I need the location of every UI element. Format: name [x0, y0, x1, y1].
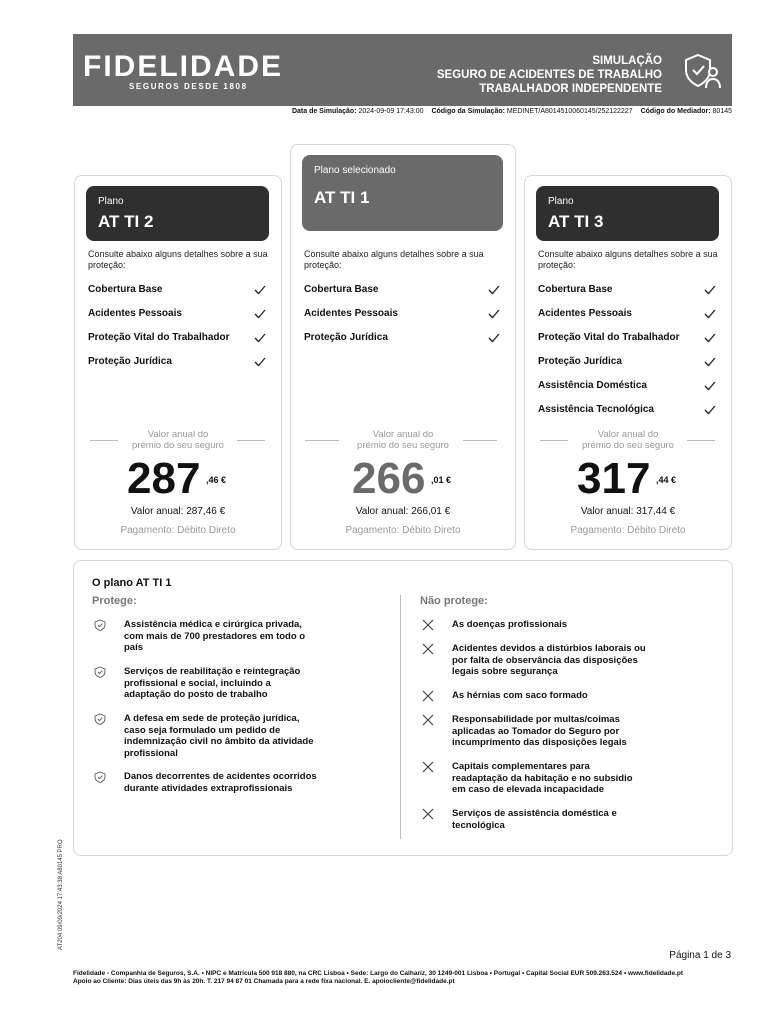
shield-person-icon [682, 52, 722, 90]
price-integer: 317 [577, 454, 651, 503]
check-icon [704, 404, 716, 416]
item-line: profissional [124, 747, 178, 759]
price-cents: ,01 € [431, 475, 452, 485]
header-banner [73, 34, 732, 106]
plan-card-at-ti-3 [524, 175, 732, 550]
mediator-value: 80145 [712, 108, 732, 115]
not-protects-item [452, 619, 567, 631]
not-protects-item [452, 690, 588, 702]
x-icon [422, 690, 434, 702]
item-line: adaptação do posto de trabalho [124, 689, 268, 700]
item-line: Assistência médica e cirúrgica privada, [124, 619, 302, 630]
item-line: tecnológica [452, 819, 505, 831]
plan-label: Plano selecionado [314, 165, 396, 176]
mediator-label: Código do Mediador: [640, 108, 711, 115]
document-title [437, 54, 662, 96]
item-line: incumprimento das disposições legais [452, 737, 627, 748]
price-cents: ,46 € [206, 475, 227, 485]
plan-header [86, 186, 269, 241]
title-line-3: TRABALHADOR INDEPENDENTE [479, 83, 662, 95]
column-divider [400, 595, 401, 839]
not-protects-item [452, 808, 617, 831]
item-line: país [124, 642, 144, 653]
footer [73, 970, 683, 986]
check-icon [488, 332, 500, 344]
price-integer: 266 [352, 454, 426, 503]
item-line: Acidentes devidos a distúrbios laborais ou [452, 643, 646, 654]
plan-label: Plano [548, 196, 574, 207]
annual-value: Valor anual: 266,01 € [355, 506, 451, 517]
plan-header [302, 155, 503, 231]
item-line: Serviços de reabilitação e reintegração [124, 666, 301, 677]
plan-description: Consulte abaixo alguns detalhes sobre a sua proteção: [304, 249, 484, 270]
plan-name: AT TI 2 [98, 212, 154, 231]
protects-item [124, 619, 305, 654]
x-icon [422, 714, 434, 726]
feature-item: Proteção Jurídica [538, 356, 622, 367]
feature-item: Cobertura Base [538, 284, 613, 295]
value-label [573, 429, 683, 451]
value-label-line: Valor anual do [147, 429, 209, 440]
code-value: MEDINET/A8014510060145/252122227 [506, 108, 633, 115]
feature-item: Proteção Jurídica [88, 356, 172, 367]
feature-item: Proteção Vital do Trabalhador [88, 332, 230, 343]
feature-item: Acidentes Pessoais [304, 308, 398, 319]
check-icon [704, 284, 716, 296]
item-line: A defesa em sede de proteção jurídica, [124, 713, 300, 724]
item-line: Capitais complementares para [452, 761, 590, 772]
feature-item: Assistência Doméstica [538, 380, 647, 391]
divider-line [90, 440, 118, 441]
check-icon [704, 332, 716, 344]
feature-item: Acidentes Pessoais [538, 308, 632, 319]
x-icon [422, 643, 434, 655]
check-icon [488, 308, 500, 320]
item-line: caso seja formulado um pedido de [124, 724, 281, 736]
item-line: Danos decorrentes de acidentes ocorridos [124, 771, 317, 782]
plan-description: Consulte abaixo alguns detalhes sobre a sua proteção: [538, 249, 718, 270]
simulation-meta [73, 108, 732, 115]
shield-check-icon [94, 713, 106, 725]
fidelidade-logo: FIDELIDADE [83, 50, 283, 83]
plan-name: AT TI 3 [548, 212, 604, 231]
item-line: aplicadas ao Tomador do Seguro por [452, 725, 620, 737]
feature-item: Acidentes Pessoais [88, 308, 182, 319]
shield-check-icon [94, 619, 106, 631]
value-label [346, 429, 460, 451]
divider-line [237, 440, 265, 441]
plan-description: Consulte abaixo alguns detalhes sobre a sua proteção: [88, 249, 268, 270]
title-line-1: SIMULAÇÃO [592, 55, 662, 67]
divider-line [687, 440, 715, 441]
date-value: 2024-09-09 17:43:00 [358, 108, 424, 115]
protects-item [124, 713, 314, 759]
price-integer: 287 [127, 454, 201, 503]
item-line: profissional e social, incluindo a [124, 677, 271, 689]
value-label-line: Valor anual do [372, 429, 434, 440]
feature-item: Cobertura Base [304, 284, 379, 295]
not-protects-item [452, 714, 627, 749]
item-line: por falta de observância das disposições [452, 654, 638, 666]
item-line: Serviços de assistência doméstica e [452, 808, 617, 819]
plan-card-at-ti-1-selected [290, 144, 516, 550]
footer-company-info: Fidelidade - Companhia de Seguros, S.A. • NIPC e Matrícula 500 918 880, na CRC Lisboa • Sede: Largo do Calhariz, 30 1249-001 Lisboa • Portugal • Capital Social EUR 509.263.524 • www.fidelidade.pt [73, 970, 684, 977]
check-icon [704, 380, 716, 392]
check-icon [254, 356, 266, 368]
annual-value: Valor anual: 287,46 € [130, 506, 226, 517]
protects-item [124, 771, 317, 794]
summary-title: O plano AT TI 1 [92, 577, 172, 589]
check-icon [254, 332, 266, 344]
value-label-line: prémio do seu seguro [582, 440, 674, 451]
payment-method: Pagamento: Débito Direto [120, 525, 236, 536]
shield-check-icon [94, 771, 106, 783]
protects-heading: Protege: [92, 595, 137, 607]
title-line-2: SEGURO DE ACIDENTES DE TRABALHO [436, 69, 662, 81]
feature-item: Proteção Vital do Trabalhador [538, 332, 680, 343]
page-number: Página 1 de 3 [669, 950, 731, 961]
plan-name: AT TI 1 [314, 188, 370, 207]
item-line: readaptação da habitação e no subsídio [452, 772, 633, 784]
payment-method: Pagamento: Débito Direto [345, 525, 461, 536]
item-line: As doenças profissionais [452, 619, 568, 630]
item-line: legais sobre segurança [452, 666, 558, 677]
not-protects-item [452, 643, 646, 678]
item-line: Responsabilidade por multas/coimas [452, 714, 620, 725]
x-icon [422, 619, 434, 631]
shield-check-icon [94, 666, 106, 678]
check-icon [254, 284, 266, 296]
item-line: As hérnias com saco formado [452, 690, 588, 701]
price-cents: ,44 € [656, 475, 677, 485]
divider-line [463, 440, 497, 441]
item-line: com mais de 700 prestadores em todo o [124, 630, 306, 642]
date-label: Data de Simulação: [291, 108, 357, 115]
payment-method: Pagamento: Débito Direto [570, 525, 686, 536]
value-label [123, 429, 233, 451]
code-label: Código da Simulação: [431, 108, 505, 115]
x-icon [422, 761, 434, 773]
annual-value: Valor anual: 317,44 € [580, 506, 676, 517]
feature-item: Cobertura Base [88, 284, 163, 295]
not-protects-item [452, 761, 633, 796]
plan-card-at-ti-2 [74, 175, 282, 550]
item-line: indemnização civil no âmbito da atividade [124, 736, 314, 747]
item-line: em caso de elevada incapacidade [452, 784, 605, 795]
value-label-line: prémio do seu seguro [357, 440, 449, 451]
check-icon [704, 308, 716, 320]
value-label-line: prémio do seu seguro [132, 440, 224, 451]
item-line: durante atividades extraprofissionais [124, 782, 293, 794]
divider-line [540, 440, 568, 441]
feature-item: Assistência Tecnológica [538, 404, 654, 415]
check-icon [488, 284, 500, 296]
document-reference: AT204 09/09/2024 17:43:38 A80145 PRO [58, 839, 64, 950]
logo-tagline: SEGUROS DESDE 1808 [129, 82, 248, 91]
check-icon [704, 356, 716, 368]
value-label-line: Valor anual do [597, 429, 659, 440]
plan-label: Plano [98, 196, 124, 207]
divider-line [305, 440, 339, 441]
plan-summary-panel [73, 560, 733, 856]
check-icon [254, 308, 266, 320]
footer-customer-support: Apoio ao Cliente: Dias úteis das 9h às 20h. T. 217 94 87 01 Chamada para a rede fixa nacional. E. apoiocliente@fidelidade.pt [73, 978, 455, 985]
protects-item [124, 666, 300, 701]
x-icon [422, 808, 434, 820]
plan-header [536, 186, 719, 241]
not-protects-heading: Não protege: [420, 595, 488, 607]
feature-item: Proteção Jurídica [304, 332, 388, 343]
